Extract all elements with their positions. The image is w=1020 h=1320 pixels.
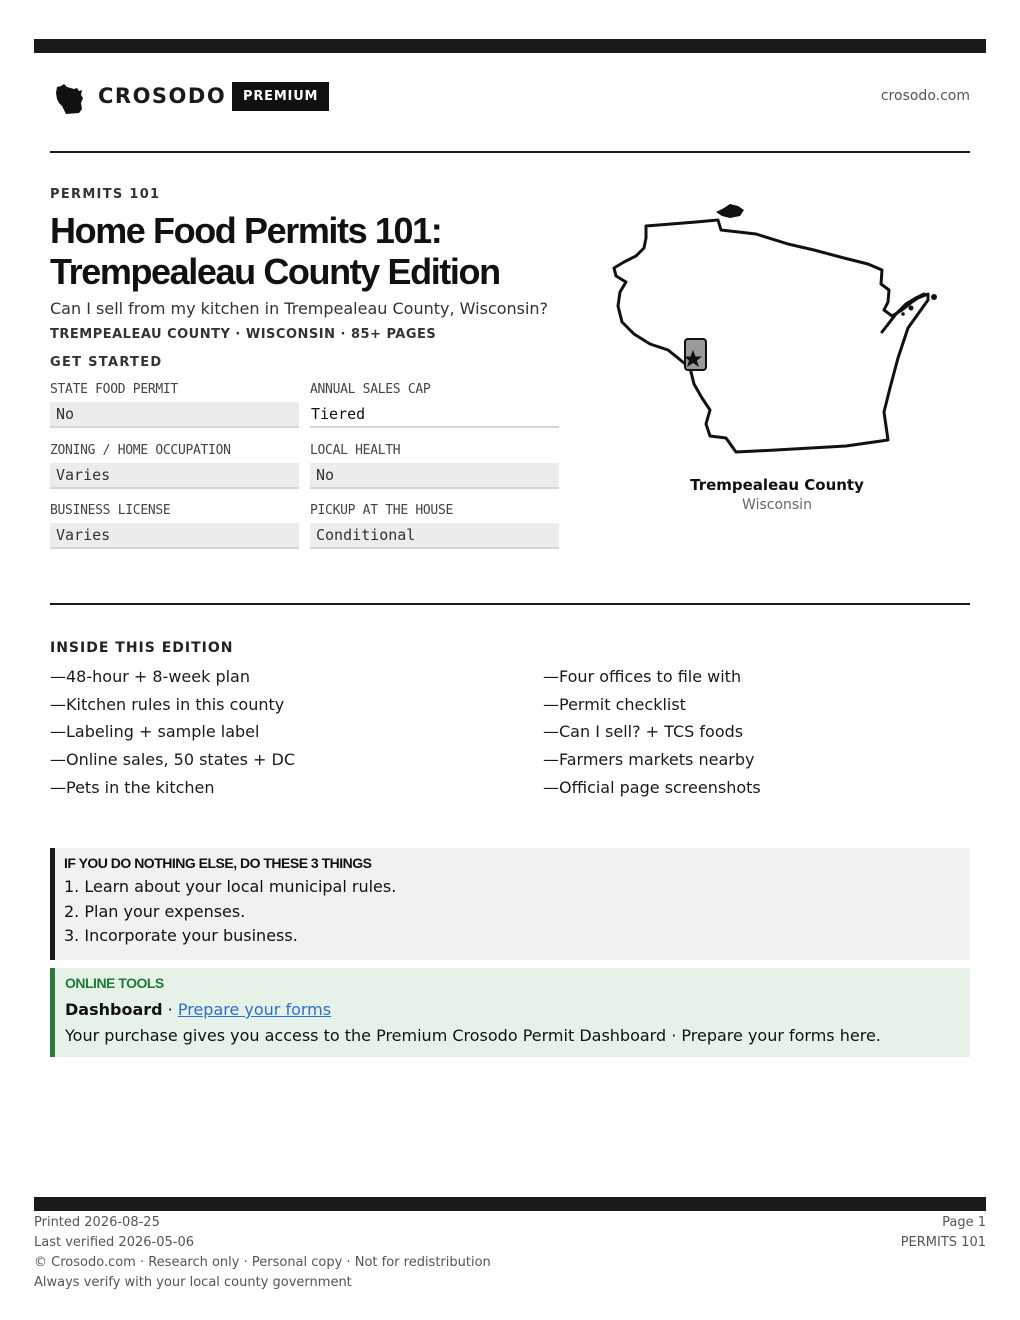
inside-heading: INSIDE THIS EDITION bbox=[50, 640, 234, 656]
footer-right bbox=[901, 1213, 986, 1253]
verify-note: Always verify with your local county government bbox=[34, 1275, 352, 1290]
brand-name: CROSODO bbox=[98, 84, 227, 108]
must-do-callout bbox=[50, 848, 970, 960]
field-value: Tiered bbox=[310, 402, 559, 428]
map-state-label: Wisconsin bbox=[742, 497, 812, 513]
field-label: STATE FOOD PERMIT bbox=[50, 382, 178, 397]
state-map bbox=[606, 198, 946, 460]
island-dot bbox=[901, 312, 905, 316]
separator: · bbox=[162, 1000, 178, 1019]
callout-heading: IF YOU DO NOTHING ELSE, DO THESE 3 THINGS bbox=[64, 855, 372, 871]
field-label: ZONING / HOME OCCUPATION bbox=[50, 443, 231, 458]
copyright-notice: © Crosodo.com · Research only · Personal copy · Not for redistribution bbox=[34, 1255, 491, 1270]
list-item: —Can I sell? + TCS foods bbox=[543, 722, 744, 742]
wisconsin-state-icon bbox=[54, 81, 86, 115]
list-item: —48-hour + 8-week plan bbox=[50, 667, 250, 686]
wisconsin-outline bbox=[614, 220, 928, 452]
get-started-heading: GET STARTED bbox=[50, 355, 163, 370]
page-title bbox=[50, 210, 610, 292]
printed-date: Printed 2026-08-25 bbox=[34, 1215, 160, 1230]
list-item: —Four offices to file with bbox=[543, 667, 742, 686]
island-dot bbox=[909, 306, 914, 311]
verified-date: Last verified 2026-05-06 bbox=[34, 1235, 194, 1250]
title-line-2: Trempealeau County Edition bbox=[50, 251, 500, 292]
header-divider bbox=[50, 151, 970, 153]
list-item: —Farmers markets nearby bbox=[543, 750, 755, 770]
field-value: Varies bbox=[50, 463, 299, 489]
footer-left bbox=[34, 1213, 491, 1293]
pickup-at-house bbox=[310, 503, 559, 549]
list-item: —Pets in the kitchen bbox=[50, 777, 215, 797]
prepare-forms-link[interactable]: Prepare your forms bbox=[177, 1000, 332, 1019]
top-bar bbox=[34, 39, 986, 53]
premium-badge: PREMIUM bbox=[232, 82, 329, 111]
edition-meta: TREMPEALEAU COUNTY · WISCONSIN · 85+ PAGES bbox=[50, 327, 437, 342]
business-license bbox=[50, 503, 299, 549]
site-url[interactable]: crosodo.com bbox=[880, 88, 970, 104]
list-item: —Official page screenshots bbox=[543, 777, 761, 797]
map-county-label: Trempealeau County bbox=[690, 476, 864, 494]
annual-sales-cap bbox=[310, 382, 559, 428]
dashboard-line bbox=[65, 997, 970, 1023]
title-line-1: Home Food Permits 101: bbox=[50, 210, 442, 251]
field-label: PICKUP AT THE HOUSE bbox=[310, 503, 454, 518]
inside-list-left bbox=[50, 666, 490, 804]
callout-item: 3. Incorporate your business. bbox=[64, 926, 298, 945]
field-value: Varies bbox=[50, 523, 299, 549]
field-label: LOCAL HEALTH bbox=[310, 443, 401, 458]
island-shape bbox=[716, 204, 744, 218]
field-value: No bbox=[310, 463, 559, 489]
island-dot bbox=[931, 294, 937, 300]
inside-list-right bbox=[543, 666, 983, 804]
callout-item: 1. Learn about your local municipal rules. bbox=[64, 877, 397, 896]
page-subtitle: Can I sell from my kitchen in Trempealeau County, Wisconsin? bbox=[50, 299, 549, 318]
dashboard-description: Your purchase gives you access to the Premium Crosodo Permit Dashboard · Prepare your forms here. bbox=[65, 1026, 881, 1045]
footer-section: PERMITS 101 bbox=[900, 1235, 986, 1250]
list-item: —Labeling + sample label bbox=[50, 722, 260, 742]
page-number: Page 1 bbox=[942, 1215, 986, 1230]
field-label: ANNUAL SALES CAP bbox=[310, 382, 431, 397]
list-item: —Online sales, 50 states + DC bbox=[50, 750, 296, 770]
list-item: —Kitchen rules in this county bbox=[50, 694, 285, 714]
field-label: BUSINESS LICENSE bbox=[50, 503, 171, 518]
bottom-bar bbox=[34, 1197, 986, 1211]
callout-heading: ONLINE TOOLS bbox=[65, 975, 164, 991]
zoning-home-occupation bbox=[50, 443, 299, 489]
online-tools-callout bbox=[50, 968, 970, 1057]
list-item: —Permit checklist bbox=[543, 694, 686, 714]
state-food-permit bbox=[50, 382, 299, 428]
callout-item: 2. Plan your expenses. bbox=[64, 901, 246, 921]
field-value: No bbox=[50, 402, 299, 428]
field-value: Conditional bbox=[310, 523, 559, 549]
section-kicker: PERMITS 101 bbox=[50, 187, 161, 202]
page-header bbox=[50, 78, 970, 118]
dashboard-label: Dashboard bbox=[65, 1000, 163, 1019]
local-health bbox=[310, 443, 559, 489]
section-divider bbox=[50, 603, 970, 605]
